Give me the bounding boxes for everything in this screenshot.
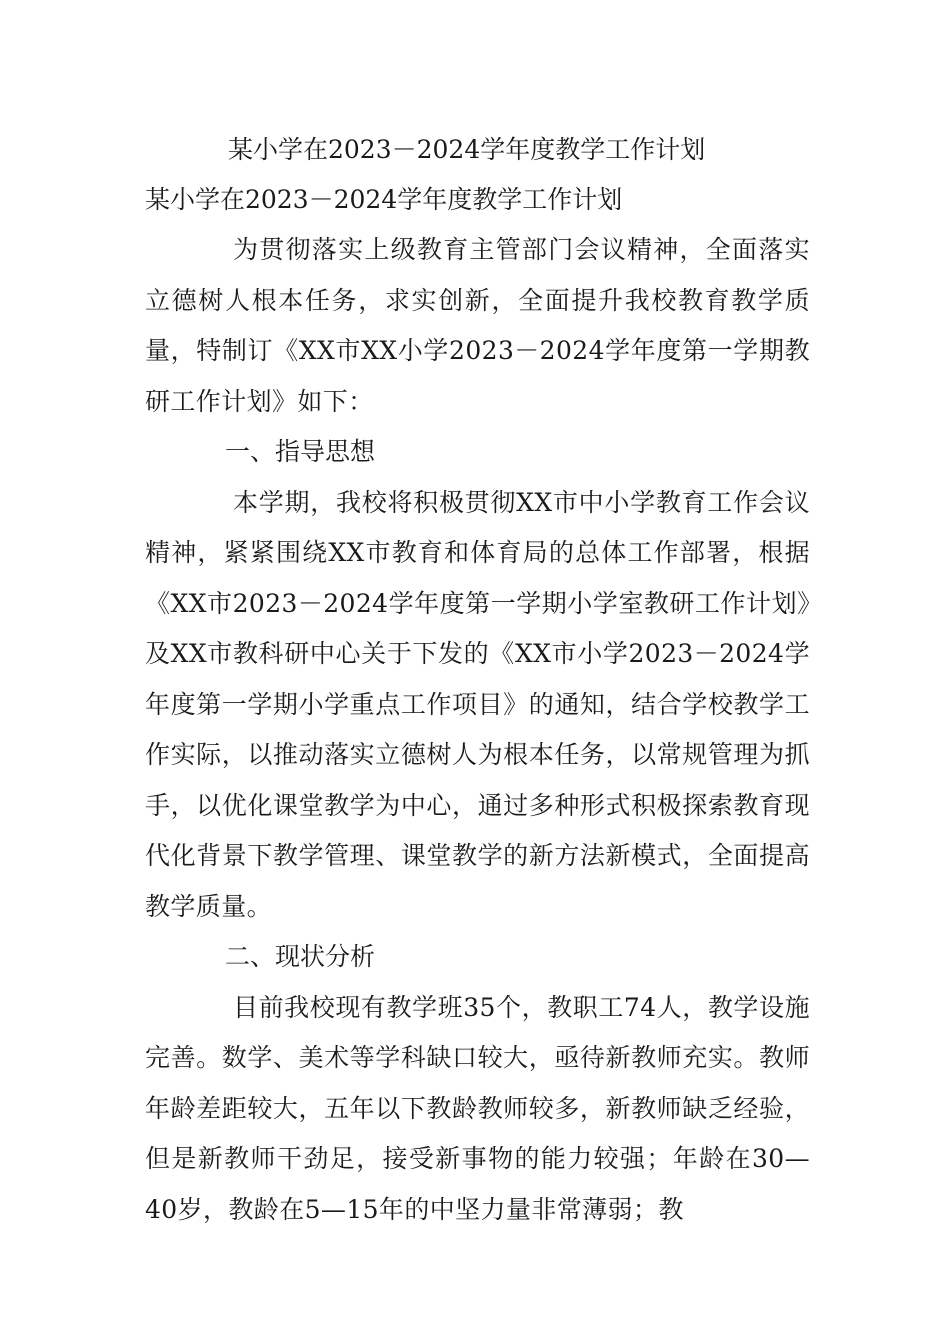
document-body xyxy=(145,225,810,1235)
document-subtitle: 某小学在2023－2024学年度教学工作计划 xyxy=(145,185,623,214)
status-analysis-paragraph: 目前我校现有教学班35个，教职工74人，教学设施完善。数学、美术等学科缺口较大，亟待新教师充实。教师年龄差距较大，五年以下教龄教师较多，新教师缺乏经验，但是新教师干劲足，接受新事物的能力较强；年龄在30—40岁，教龄在5—15年的中坚力量非常薄弱；教 xyxy=(145,992,810,1224)
document-title: 某小学在2023－2024学年度教学工作计划 xyxy=(228,135,706,164)
section-heading-status-analysis: 二、现状分析 xyxy=(225,942,376,971)
guiding-ideology-paragraph: 本学期，我校将积极贯彻XX市中小学教育工作会议精神，紧紧围绕XX市教育和体育局的总体工作部署，根据《XX市2023－2024学年度第一学期小学室教研工作计划》及XX市教科研中心关于下发的《XX市小学2023－2024学年度第一学期小学重点工作项目》的通知，结合学校教学工作实际，以推动落实立德树人为根本任务，以常规管理为抓手，以优化课堂教学为中心，通过多种形式积极探索教育现代化背景下教学管理、课堂教学的新方法新模式，全面提高教学质量。 xyxy=(145,487,810,921)
intro-paragraph: 为贯彻落实上级教育主管部门会议精神，全面落实立德树人根本任务，求实创新，全面提升我校教育教学质量，特制订《XX市XX小学2023－2024学年度第一学期教研工作计划》如下： xyxy=(145,235,810,416)
section-heading-guiding-ideology: 一、指导思想 xyxy=(225,437,376,466)
